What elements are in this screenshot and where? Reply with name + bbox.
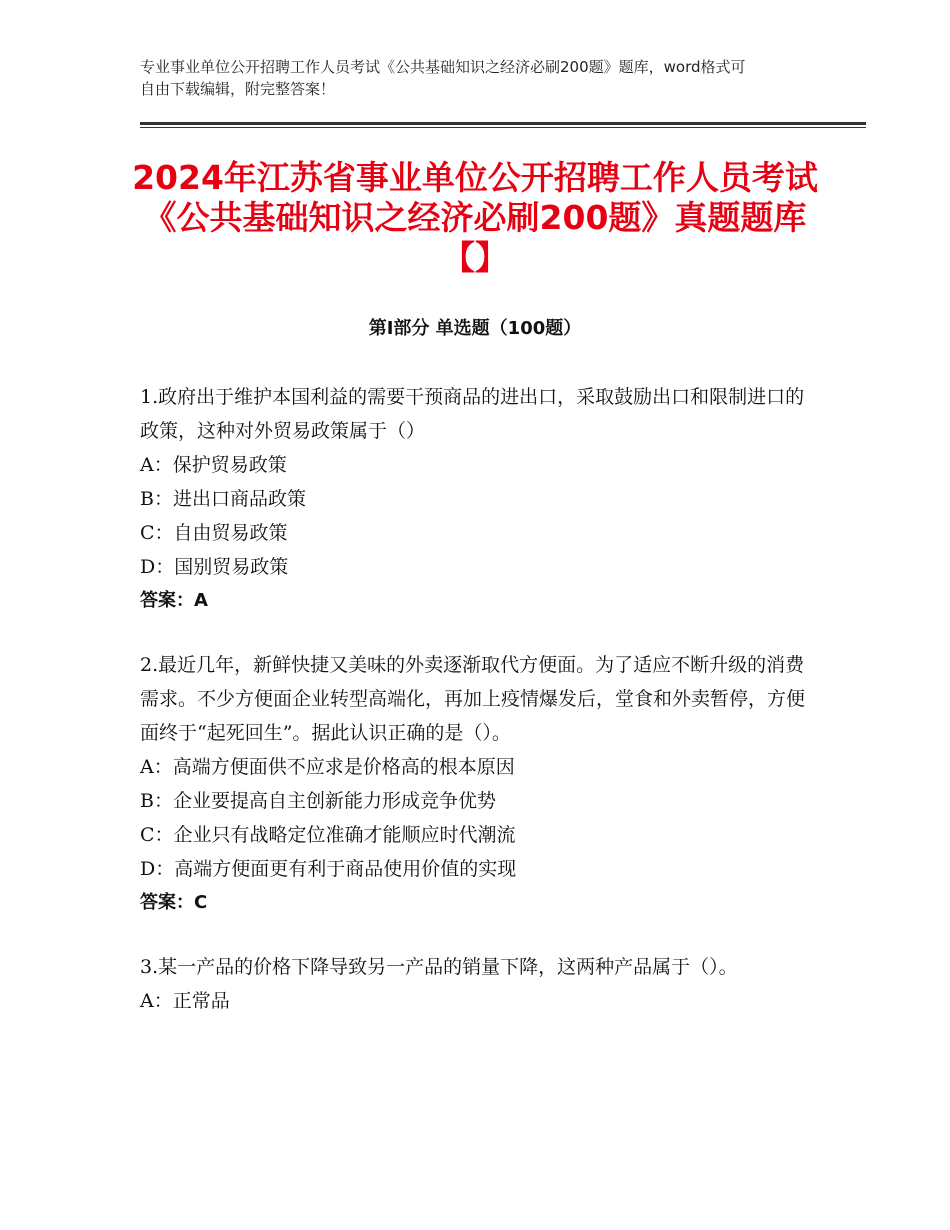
option-d: D：高端方便面更有利于商品使用价值的实现 [140, 858, 517, 880]
question-list [140, 380, 805, 1048]
option-b: B：进出口商品政策 [140, 488, 306, 510]
option-d: D：国别贸易政策 [140, 556, 289, 578]
option-a: A：保护贸易政策 [140, 454, 287, 476]
question-stem: 1.政府出于维护本国利益的需要干预商品的进出口，采取鼓励出口和限制进口的政策，这种对外贸易政策属于（） [140, 386, 805, 442]
page-header: 专业事业单位公开招聘工作人员考试《公共基础知识之经济必刷200题》题库，word格式可自由下载编辑，附完整答案！ [140, 58, 746, 98]
question-1 [140, 380, 805, 618]
document-title: 2024年江苏省事业单位公开招聘工作人员考试《公共基础知识之经济必刷200题》真题题库【】 [132, 158, 818, 277]
header-divider-thick [140, 122, 866, 125]
option-c: C：企业只有战略定位准确才能顺应时代潮流 [140, 824, 516, 846]
answer-line: 答案：A [140, 590, 208, 611]
option-c: C：自由贸易政策 [140, 522, 288, 544]
question-stem: 2.最近几年，新鲜快捷又美味的外卖逐渐取代方便面。为了适应不断升级的消费需求。不少方便面企业转型高端化，再加上疫情爆发后，堂食和外卖暂停，方便面终于“起死回生”。据此认识正确的是（）。 [140, 654, 806, 744]
question-2 [140, 648, 805, 920]
section-heading: 第Ⅰ部分 单选题（100题） [368, 318, 582, 339]
option-a: A：高端方便面供不应求是价格高的根本原因 [140, 756, 515, 778]
option-a: A：正常品 [140, 990, 230, 1012]
answer-line: 答案：C [140, 892, 208, 913]
option-b: B：企业要提高自主创新能力形成竞争优势 [140, 790, 496, 812]
question-3 [140, 950, 805, 1018]
header-divider-thin [140, 127, 866, 128]
question-stem: 3.某一产品的价格下降导致另一产品的销量下降，这两种产品属于（）。 [140, 956, 738, 978]
